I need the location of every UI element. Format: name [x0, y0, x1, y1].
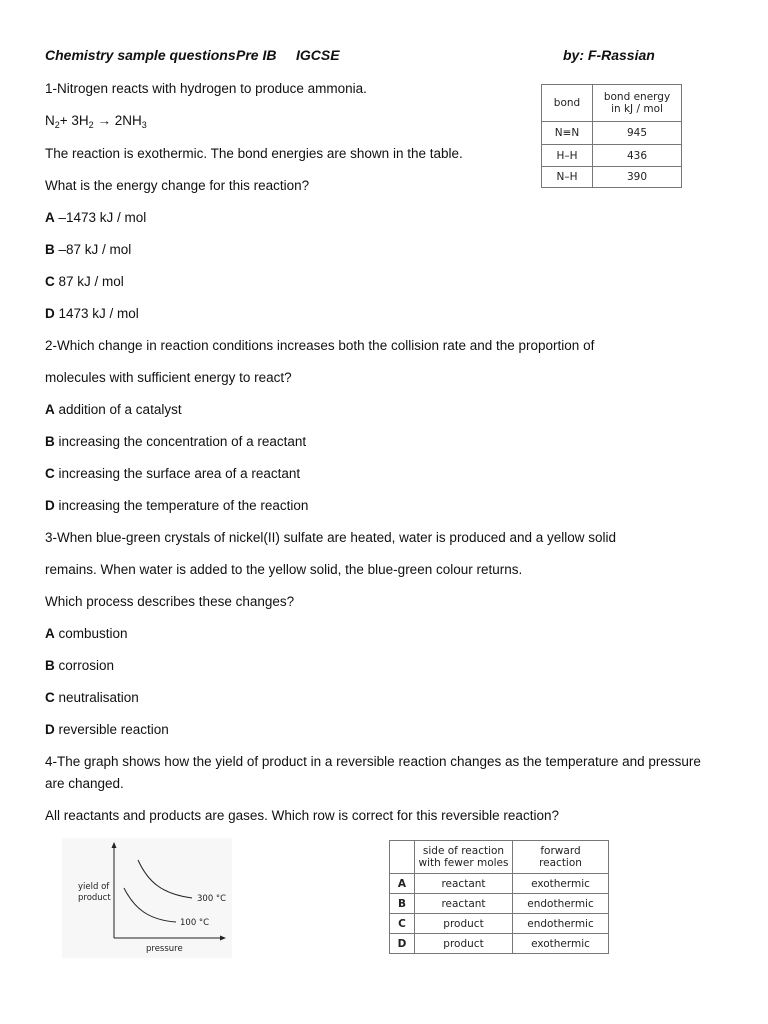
level-pre-ib: Pre IB: [236, 47, 277, 63]
curve-label-300c: 300 °C: [197, 894, 227, 904]
table-row: H–H 436: [542, 145, 682, 167]
q2-option-d: D increasing the temperature of the reaction: [45, 498, 309, 513]
q3-option-d: D reversible reaction: [45, 722, 169, 737]
q1-option-c: C 87 kJ / mol: [45, 274, 124, 289]
side-header: side of reaction with fewer moles: [415, 841, 513, 874]
q3-option-c: C neutralisation: [45, 690, 139, 705]
curve-label-100c: 100 °C: [180, 918, 210, 928]
q1-stem: 1-Nitrogen reacts with hydrogen to produce ammonia.: [45, 81, 367, 96]
q3-stem-line-2: remains. When water is added to the yellow solid, the blue-green colour returns.: [45, 562, 523, 577]
q2-option-a: A addition of a catalyst: [45, 402, 182, 417]
graph-y-label-1: yield of: [78, 882, 110, 892]
q3-stem-line-1: 3-When blue-green crystals of nickel(II) sulfate are heated, water is produced and a yellow solid: [45, 530, 617, 545]
table-row: N≡N 945: [542, 122, 682, 145]
q4-question: All reactants and products are gases. Which row is correct for this reversible reaction?: [45, 808, 559, 823]
table-row: A reactant exothermic: [390, 874, 609, 894]
q2-stem-line-2: molecules with sufficient energy to react?: [45, 370, 292, 385]
q3-option-b: B corrosion: [45, 658, 115, 673]
q1-equation: $N_2+ 3H_2 \to 2NH_3$: [45, 113, 147, 130]
table-row: N–H 390: [542, 167, 682, 188]
q1-question: What is the energy change for this reaction?: [45, 178, 310, 193]
q2-option-c: C increasing the surface area of a reactant: [45, 466, 301, 481]
graph-x-label: pressure: [146, 944, 183, 954]
q4-stem-line-2: are changed.: [45, 776, 124, 791]
forward-header: forward reaction: [513, 841, 609, 874]
table-corner: [390, 841, 415, 874]
bond-energy-header: bond energy in kJ / mol: [593, 85, 682, 122]
q4-stem-line-1: 4-The graph shows how the yield of product in a reversible reaction changes as the temperature and pressure: [45, 754, 701, 769]
graph-y-label-2: product: [78, 893, 111, 903]
level-igcse: IGCSE: [296, 47, 340, 63]
answer-table: [389, 840, 609, 954]
table-row: C product endothermic: [390, 914, 609, 934]
q1-option-d: D 1473 kJ / mol: [45, 306, 139, 321]
yield-pressure-graph: [62, 838, 232, 958]
q1-info: The reaction is exothermic. The bond energies are shown in the table.: [45, 146, 463, 161]
q2-stem-line-1: 2-Which change in reaction conditions increases both the collision rate and the proportion of: [45, 338, 595, 353]
worksheet-title: Chemistry sample questions: [45, 47, 236, 63]
q3-option-a: A combustion: [45, 626, 128, 641]
table-row: D product exothermic: [390, 934, 609, 954]
q1-option-a: A –1473 kJ / mol: [45, 210, 147, 225]
author: by: F-Rassian: [563, 47, 655, 63]
table-row: B reactant endothermic: [390, 894, 609, 914]
bond-header: bond: [542, 85, 593, 122]
q2-option-b: B increasing the concentration of a reactant: [45, 434, 307, 449]
q3-question: Which process describes these changes?: [45, 594, 295, 609]
q1-option-b: B –87 kJ / mol: [45, 242, 132, 257]
bond-energy-table: [541, 84, 682, 188]
